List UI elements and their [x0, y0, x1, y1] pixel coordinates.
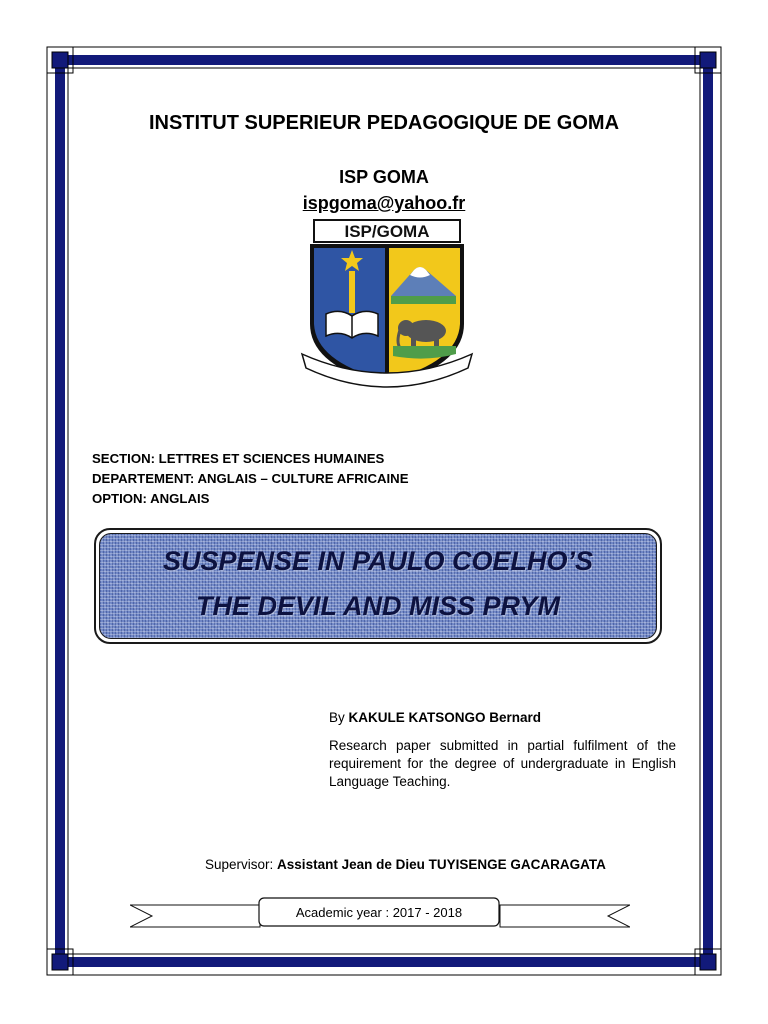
research-purpose-text: Research paper submitted in partial fulfilment of the requirement for the degree of undergraduate in English Language Teaching.: [329, 738, 676, 789]
supervisor-line: [205, 857, 606, 872]
academic-section-info: [92, 449, 409, 509]
author-line: [329, 710, 541, 725]
institution-email-link[interactable]: ispgoma@yahoo.fr: [302, 193, 466, 213]
institution-name: INSTITUT SUPERIEUR PEDAGOGIQUE DE GOMA: [148, 112, 620, 134]
thesis-title-box: [94, 528, 662, 644]
isp-goma-crest-logo: [296, 216, 478, 396]
department-line: DEPARTEMENT: ANGLAIS – CULTURE AFRICAINE: [92, 471, 409, 486]
thesis-title-line-1: SUSPENSE IN PAULO COELHO’S: [162, 546, 594, 576]
thesis-title-panel: [99, 533, 657, 639]
academic-year-label: Academic year : 2017 - 2018: [295, 905, 463, 920]
institution-short-name: ISP GOMA: [339, 167, 429, 187]
author-name: KAKULE KATSONGO Bernard: [348, 710, 542, 725]
crest-banner-text: ISP/GOMA: [344, 222, 430, 241]
supervisor-name: Assistant Jean de Dieu TUYISENGE GACARAGATA: [277, 857, 606, 872]
author-prefix: By: [329, 710, 345, 725]
option-line: OPTION: ANGLAIS: [92, 491, 210, 506]
thesis-title-line-2: THE DEVIL AND MISS PRYM: [195, 591, 561, 621]
supervisor-label: Supervisor:: [205, 857, 274, 872]
section-line: SECTION: LETTRES ET SCIENCES HUMAINES: [92, 451, 385, 466]
